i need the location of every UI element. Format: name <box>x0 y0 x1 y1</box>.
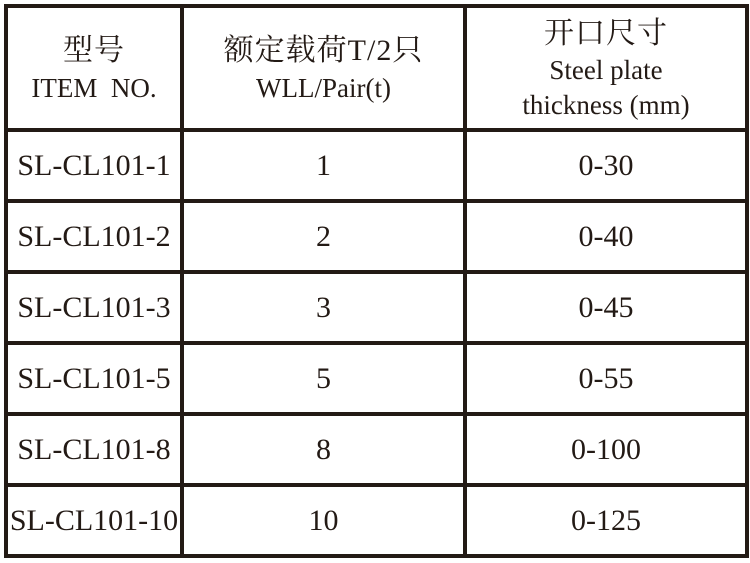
wll-cell: 2 <box>182 201 465 272</box>
thickness-cell: 0-125 <box>465 485 747 556</box>
table-row <box>6 414 747 485</box>
header-cell-item-no <box>6 6 182 130</box>
thickness-cell: 0-100 <box>465 414 747 485</box>
thickness-cell: 0-30 <box>465 130 747 201</box>
wll-cell: 3 <box>182 272 465 343</box>
header-cell-wll <box>182 6 465 130</box>
wll-cell: 5 <box>182 343 465 414</box>
spec-table <box>4 4 749 558</box>
table-row <box>6 201 747 272</box>
header-cell-thickness <box>465 6 747 130</box>
header-wll-zh: 额定载荷T/2只 <box>223 33 424 67</box>
header-wll-en: WLL/Pair(t) <box>256 72 391 103</box>
header-thickness-zh: 开口尺寸 <box>544 16 668 50</box>
header-thickness-en1: Steel plate <box>549 55 663 86</box>
item-no-cell: SL-CL101-1 <box>6 130 182 201</box>
table-row <box>6 272 747 343</box>
item-no-cell: SL-CL101-8 <box>6 414 182 485</box>
thickness-cell: 0-40 <box>465 201 747 272</box>
header-item-no-en: ITEM NO. <box>31 72 157 103</box>
wll-cell: 8 <box>182 414 465 485</box>
item-no-cell: SL-CL101-2 <box>6 201 182 272</box>
item-no-cell: SL-CL101-5 <box>6 343 182 414</box>
header-thickness-en2: thickness (mm) <box>522 89 690 120</box>
table-row <box>6 485 747 556</box>
table-header-row <box>6 6 747 130</box>
item-no-cell: SL-CL101-10 <box>6 485 182 556</box>
item-no-cell: SL-CL101-3 <box>6 272 182 343</box>
wll-cell: 10 <box>182 485 465 556</box>
table-row <box>6 130 747 201</box>
thickness-cell: 0-45 <box>465 272 747 343</box>
header-item-no-zh: 型号 <box>63 33 125 67</box>
thickness-cell: 0-55 <box>465 343 747 414</box>
wll-cell: 1 <box>182 130 465 201</box>
table-row <box>6 343 747 414</box>
